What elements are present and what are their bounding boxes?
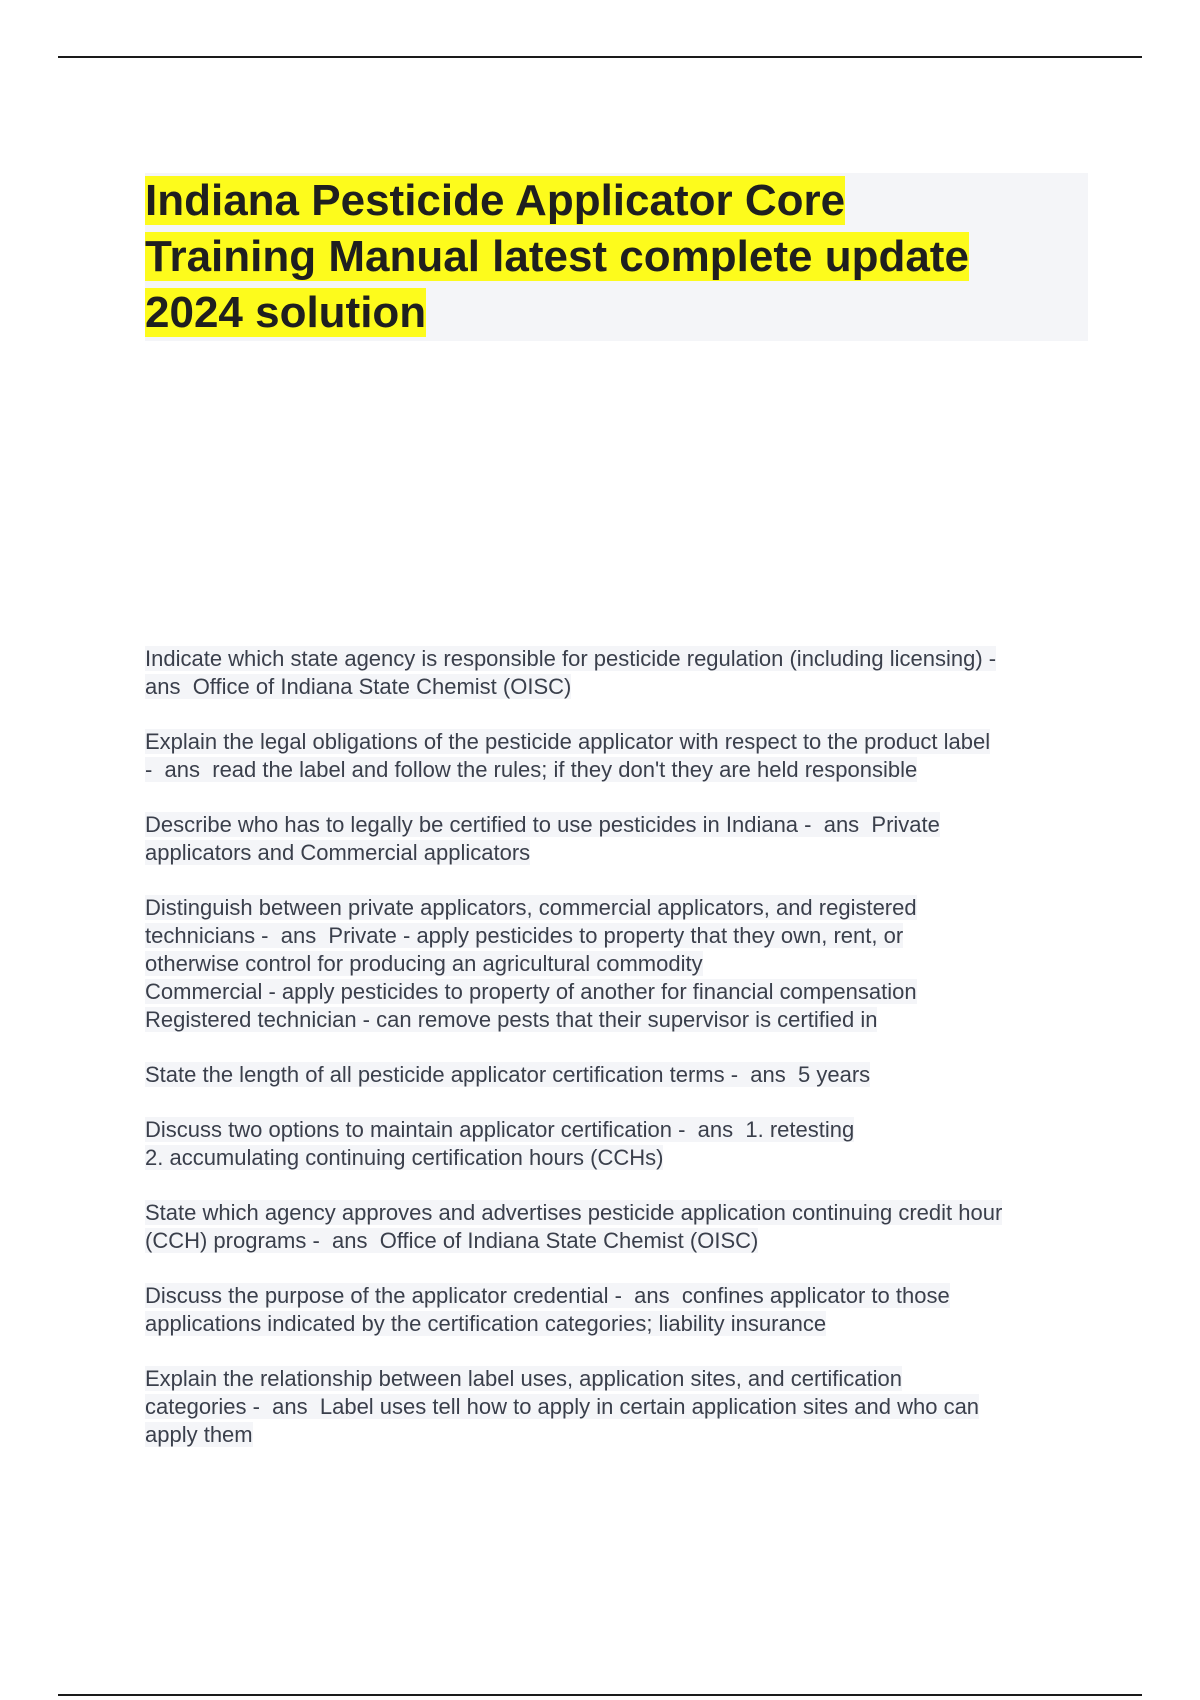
qa-item [145, 1061, 1090, 1089]
qa-line-text: State which agency approves and advertises pesticide application continuing credit hour [145, 1200, 1003, 1225]
qa-line-text: Explain the relationship between label uses, application sites, and certification [145, 1366, 903, 1391]
qa-item [145, 645, 1090, 701]
qa-item [145, 728, 1090, 784]
qa-line [145, 1365, 1090, 1393]
qa-line-text: Registered technician - can remove pests that their supervisor is certified in [145, 1007, 878, 1032]
qa-item [145, 1116, 1090, 1172]
qa-line-text: categories - ans Label uses tell how to apply in certain application sites and who can [145, 1394, 980, 1419]
top-rule [58, 56, 1142, 58]
qa-line [145, 1061, 1090, 1089]
qa-line-text: Indicate which state agency is responsible for pesticide regulation (including licensing) - [145, 646, 997, 671]
qa-line-text: technicians - ans Private - apply pesticides to property that they own, rent, or [145, 923, 904, 948]
qa-line-text: (CCH) programs - ans Office of Indiana State Chemist (OISC) [145, 1228, 759, 1253]
qa-line [145, 1144, 1090, 1172]
qa-line-text: apply them [145, 1422, 253, 1447]
qa-item [145, 811, 1090, 867]
qa-line-text: Distinguish between private applicators, commercial applicators, and registered [145, 895, 917, 920]
qa-line-text: Explain the legal obligations of the pesticide applicator with respect to the product label [145, 729, 991, 754]
qa-line [145, 728, 1090, 756]
qa-line [145, 1421, 1090, 1449]
qa-line [145, 811, 1090, 839]
qa-line-text: applicators and Commercial applicators [145, 840, 531, 865]
title-line: Indiana Pesticide Applicator Core [145, 176, 846, 225]
title-line: Training Manual latest complete update [145, 232, 969, 281]
qa-line [145, 1282, 1090, 1310]
qa-line [145, 1227, 1090, 1255]
qa-line [145, 1116, 1090, 1144]
qa-line-text: Describe who has to legally be certified to use pesticides in Indiana - ans Private [145, 812, 940, 837]
title-line: 2024 solution [145, 288, 427, 337]
qa-line [145, 978, 1090, 1006]
qa-line [145, 673, 1090, 701]
qa-item [145, 894, 1090, 1034]
qa-line-text: Commercial - apply pesticides to property of another for financial compensation [145, 979, 917, 1004]
qa-line-text: State the length of all pesticide applicator certification terms - ans 5 years [145, 1062, 871, 1087]
qa-line-text: otherwise control for producing an agricultural commodity [145, 951, 703, 976]
qa-line-text: ans Office of Indiana State Chemist (OISC) [145, 674, 572, 699]
qa-line-text: - ans read the label and follow the rules; if they don't they are held responsible [145, 757, 918, 782]
qa-line [145, 756, 1090, 784]
document-title [145, 173, 1088, 341]
qa-line [145, 1393, 1090, 1421]
title-block [145, 173, 1088, 341]
qa-line [145, 894, 1090, 922]
qa-line [145, 1006, 1090, 1034]
qa-line [145, 1310, 1090, 1338]
qa-line-text: applications indicated by the certification categories; liability insurance [145, 1311, 827, 1336]
qa-line [145, 950, 1090, 978]
qa-item [145, 1365, 1090, 1449]
qa-item [145, 1282, 1090, 1338]
qa-line-text: 2. accumulating continuing certification hours (CCHs) [145, 1145, 664, 1170]
qa-line [145, 645, 1090, 673]
qa-line [145, 839, 1090, 867]
qa-line-text: Discuss the purpose of the applicator credential - ans confines applicator to those [145, 1283, 950, 1308]
qa-list [145, 645, 1090, 1476]
bottom-rule [58, 1694, 1142, 1696]
qa-line [145, 1199, 1090, 1227]
qa-item [145, 1199, 1090, 1255]
qa-line-text: Discuss two options to maintain applicator certification - ans 1. retesting [145, 1117, 855, 1142]
qa-line [145, 922, 1090, 950]
